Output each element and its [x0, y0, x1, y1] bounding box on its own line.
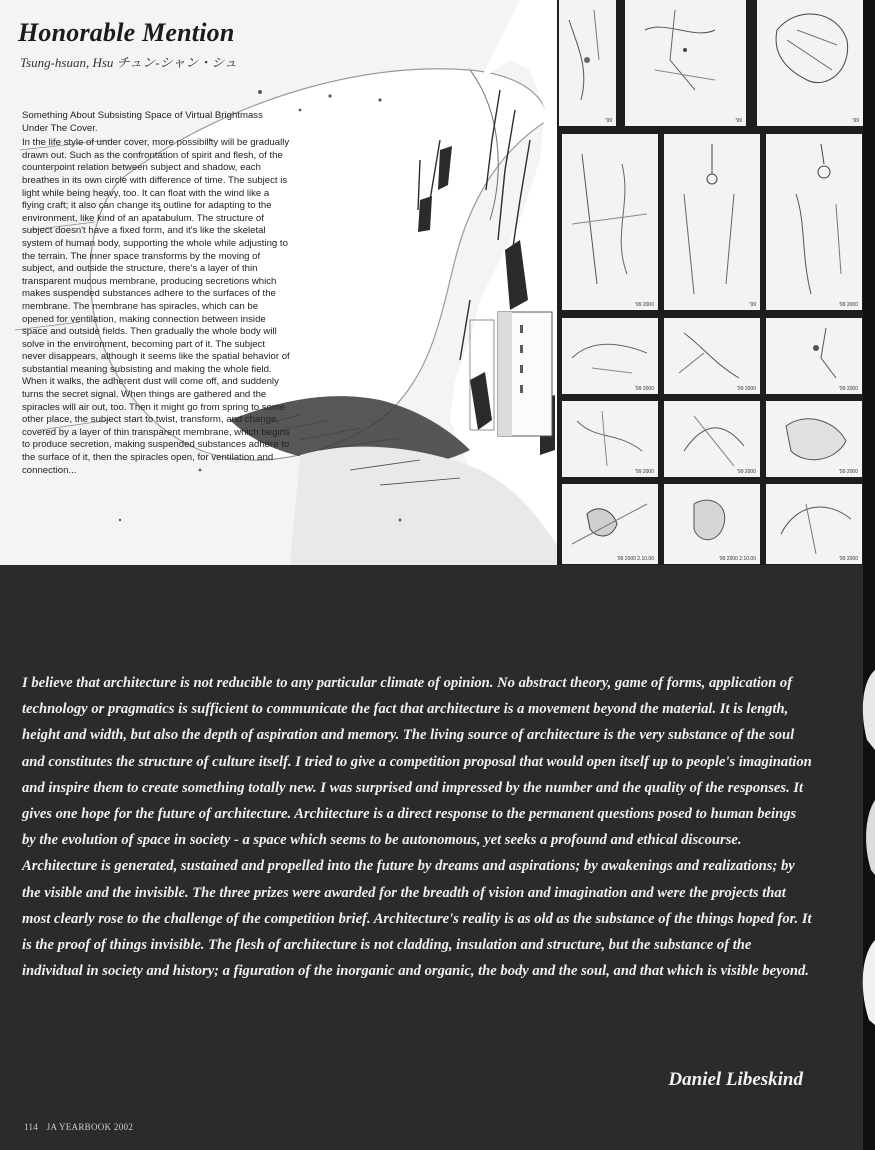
project-description: [22, 110, 290, 477]
page-title: Honorable Mention: [18, 18, 235, 47]
sketch-caption: '99 2000: [736, 469, 756, 475]
sketch-panel: [562, 318, 658, 394]
sketch-panel: [562, 401, 658, 477]
sketch-panel: [559, 0, 616, 126]
sketch-caption: '99 2000: [838, 302, 858, 308]
bottom-section: [0, 565, 875, 1150]
sketch-caption: '99 2000: [634, 386, 654, 392]
sketch-panel: [766, 134, 862, 310]
author-name: Tsung-hsuan, Hsu チュン-シャン・シュ: [20, 55, 238, 70]
sketch-caption: '99: [735, 118, 742, 124]
sketch-grid: [557, 0, 875, 565]
hero-photo: [0, 0, 557, 565]
sketch-caption: '99 2000: [634, 302, 654, 308]
page-number: 114: [24, 1122, 39, 1132]
sketch-panel: [664, 401, 760, 477]
page-footer: [24, 1122, 139, 1132]
sketch-caption: '99 2000: [838, 556, 858, 562]
sketch-panel: [664, 134, 760, 310]
sketch-caption: '99: [852, 118, 859, 124]
sketch-caption: '99: [749, 302, 756, 308]
sketch-panel: [562, 134, 658, 310]
publication-name: JA YEARBOOK 2002: [46, 1122, 134, 1132]
sketch-panel: [766, 401, 862, 477]
sketch-panel: [625, 0, 746, 126]
sketch-panel: [766, 484, 862, 564]
sketch-caption: '99 2000 2.10.00: [616, 556, 654, 562]
sketch-panel: [757, 0, 863, 126]
sketch-caption: '99 2000 2.10.00: [718, 556, 756, 562]
sketch-caption: '99 2000: [634, 469, 654, 475]
sketch-panel: [766, 318, 862, 394]
project-body: In the life style of under cover, more possibility will be gradually drawn out. Such as the confrontation of spirit and flesh, of the counterpoint relation between subject and shadow, each breathes in its own circle with difference of time. The subject is light while being heavy, too. It can float with the wind like a flying craft; it also can change its outline for adapting to the environment, like kind of an apatabulum. The structure of subject doesn't have a fixed form, and it's like the skeletal system of human body, supporting the whole while adjusting to the terrain. The inner space transforms by the moving of subject, and outside the structure, there's a layer of thin transparent mucous membrane, producing secretions which makes suspended substances adhere to the surfaces of the membrane. The membrane has spiracles, which can be opened for ventilation, making connection between inside space and outside fields. Then gradually the whole body will solve in the environment, becoming part of it. The subject never disappears, although it seems like the spatial behavior of substantial meaning subsisting and making the whole field. When it walks, the adherent dust will come off, and suddenly turns the secret signal. When things are gathered and the spiracles will air out, too. Then it might go from spring to some other place, the subject start to twist, transform, and change, covered by a layer of thin transparent membrane, which begins to produce secretion, making suspended substances adhere to the surface of it, then the spiracles open, for ventilation and connection...: [22, 137, 290, 476]
jury-quote: I believe that architecture is not reducible to any particular climate of opinion. No abstract theory, game of forms, application of technology or pragmatics is sufficient to communicate the fact that architecture is a movement beyond the material. It is length, height and width, but also the depth of aspiration and memory. The living source of architecture is the very substance of the soul and constitutes the structure of culture itself. I tried to give a competition proposal that would open itself up to people's imagination and inspire them to create something totally new. I was surprised and impressed by the number and the quality of the responses. It gives one hope for the future of architecture. Architecture is a direct response to the permanent questions posed to human beings by the evolution of space in society - a space which seems to be autonomous, yet seeks a profound and ethical discourse. Architecture is generated, sustained and propelled into the future by dreams and aspirations; by awakenings and realizations; by the visible and the invisible. The three prizes were awarded for the breadth of vision and imagination and were the projects that most clearly rose to the challenge of the competition brief. Architecture's reality is as old as the substance of the things hoped for. It is the proof of things invisible. The flesh of architecture is not cladding, insulation and structure, but the substance of the individual in society and history; a figuration of the inorganic and organic, the body and the soul, and that which is visible beyond.: [22, 675, 812, 980]
sketch-panel: [664, 484, 760, 564]
top-section: [0, 0, 875, 565]
edge-decoration: [845, 640, 875, 1080]
project-title: Something About Subsisting Space of Virtual Brightmass Under The Cover.: [22, 110, 263, 134]
sketch-panel: [664, 318, 760, 394]
sketch-caption: '99 2000: [838, 386, 858, 392]
sketch-caption: '99: [605, 118, 612, 124]
signature: Daniel Libeskind: [668, 1069, 803, 1090]
sketch-caption: '99 2000: [736, 386, 756, 392]
sketch-panel: [562, 484, 658, 564]
sketch-caption: '99 2000: [838, 469, 858, 475]
